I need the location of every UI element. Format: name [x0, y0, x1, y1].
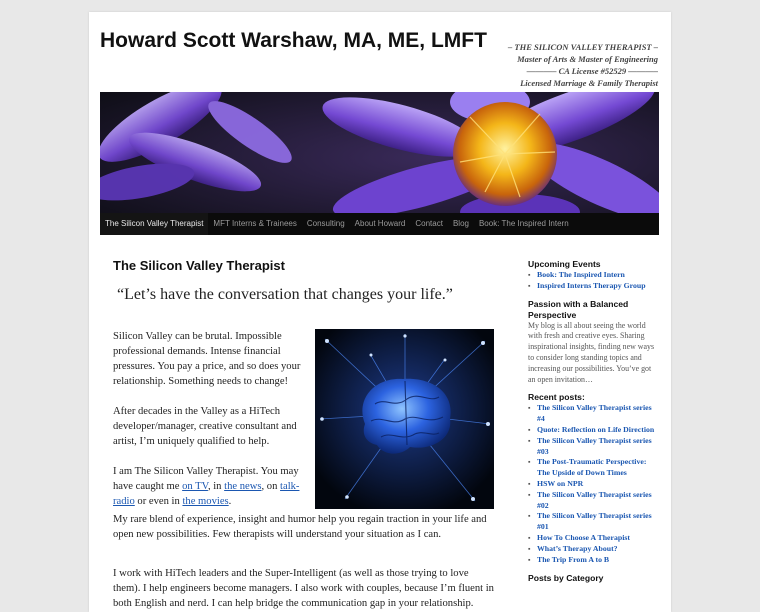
widget-title-upcoming: Upcoming Events — [528, 259, 601, 269]
text: , on — [261, 481, 281, 492]
list-item — [528, 555, 656, 566]
nav-item-book[interactable]: Book: The Inspired Intern — [478, 219, 569, 228]
sidebar — [528, 259, 656, 584]
tagline-line: Master of Arts & Master of Engineering — [517, 54, 658, 64]
tagline-line: – THE SILICON VALLEY THERAPIST – — [508, 42, 658, 52]
upcoming-events-list — [528, 270, 656, 292]
list-item — [528, 403, 656, 425]
header-banner-image — [100, 92, 659, 223]
nav-item-home[interactable]: The Silicon Valley Therapist — [100, 213, 208, 235]
text: , in — [207, 481, 225, 492]
recent-post-link[interactable]: The Post-Traumatic Perspective: The Upside of Down Times — [537, 457, 647, 478]
list-item — [528, 436, 656, 458]
paragraph-clients: I work with HiTech leaders and the Super-Intelligent (as well as those trying to love them). I help engineers become managers. I also work with couples, because I’m fluent in both English and nerd. I can help bridge the communication gap in your relationship. — [113, 568, 494, 609]
brain-image — [315, 329, 494, 509]
list-item — [528, 490, 656, 512]
recent-post-link[interactable]: The Silicon Valley Therapist series #03 — [537, 435, 652, 456]
recent-post-link[interactable]: The Silicon Valley Therapist series #4 — [537, 403, 652, 424]
widget-title-categories: Posts by Category — [528, 573, 604, 584]
nav-item-about[interactable]: About Howard — [354, 219, 406, 228]
text: I am The Silicon Valley Therapist. You may have caught me — [113, 466, 299, 492]
main-content — [113, 258, 498, 609]
upcoming-event-link[interactable]: Inspired Interns Therapy Group — [537, 280, 646, 290]
nav-item-contact[interactable]: Contact — [415, 219, 443, 228]
paragraph-intro: Silicon Valley can be brutal. Impossible professional demands. Intense financial pressures. You pay a price, and so does your relationship. Something needs to change! — [113, 331, 301, 387]
page-quote: “Let’s have the conversation that changes your life.” — [117, 286, 453, 303]
passion-text: My blog is all about seeing the world with fresh and creative eyes. Sharing inspirational insights, finding new ways to consider long standing topics and increasing our possibilities. You’ve got an open invitation… — [528, 320, 655, 384]
on-tv-link[interactable]: on TV — [182, 481, 208, 492]
recent-post-link[interactable]: The Silicon Valley Therapist series #02 — [537, 489, 652, 510]
list-item — [528, 511, 656, 533]
paragraph-blend: My rare blend of experience, insight and humor help you regain traction in your life and open new possibilities. Few therapists will understand your situation as I can. — [113, 514, 487, 540]
recent-post-link[interactable]: HSW on NPR — [537, 478, 584, 488]
tagline-line: ———– CA License #52529 ———– — [526, 66, 658, 76]
list-item — [528, 479, 656, 490]
recent-post-link[interactable]: The Trip From A to B — [537, 554, 610, 564]
movies-link[interactable]: the movies — [182, 496, 229, 507]
recent-post-link[interactable]: How To Choose A Therapist — [537, 532, 631, 542]
recent-post-link[interactable]: Quote: Reflection on Life Direction — [537, 424, 655, 434]
text: or even in — [134, 496, 183, 507]
widget-title-passion: Passion with a Balanced Perspective — [528, 298, 629, 320]
list-item — [528, 281, 656, 292]
text: . — [228, 496, 232, 507]
page — [89, 12, 671, 612]
talk-radio-link[interactable]: talk-radio — [113, 481, 300, 507]
nav-item-blog[interactable]: Blog — [452, 219, 469, 228]
tagline — [508, 41, 658, 89]
list-item — [528, 533, 656, 544]
paragraph-media — [113, 464, 305, 509]
list-item — [528, 544, 656, 555]
recent-posts-list — [528, 403, 656, 565]
nav-item-interns[interactable]: MFT Interns & Trainees — [213, 219, 297, 228]
upcoming-event-link[interactable]: Book: The Inspired Intern — [537, 270, 625, 279]
list-item — [528, 425, 656, 436]
recent-post-link[interactable]: The Silicon Valley Therapist series #01 — [537, 511, 652, 532]
list-item — [528, 270, 656, 281]
site-title[interactable]: Howard Scott Warshaw, MA, ME, LMFT — [100, 29, 487, 52]
news-link[interactable]: the news — [224, 481, 262, 492]
widget-title-recent-posts: Recent posts: — [528, 392, 585, 403]
tagline-line: Licensed Marriage & Family Therapist — [520, 78, 658, 88]
main-navigation — [100, 213, 659, 235]
list-item — [528, 457, 656, 479]
nav-item-consulting[interactable]: Consulting — [306, 219, 345, 228]
recent-post-link[interactable]: What’s Therapy About? — [537, 543, 618, 553]
paragraph-experience: After decades in the Valley as a HiTech developer/manager, creative consultant and artist, I’m uniquely qualified to help. — [113, 406, 297, 447]
page-title: The Silicon Valley Therapist — [113, 258, 285, 273]
